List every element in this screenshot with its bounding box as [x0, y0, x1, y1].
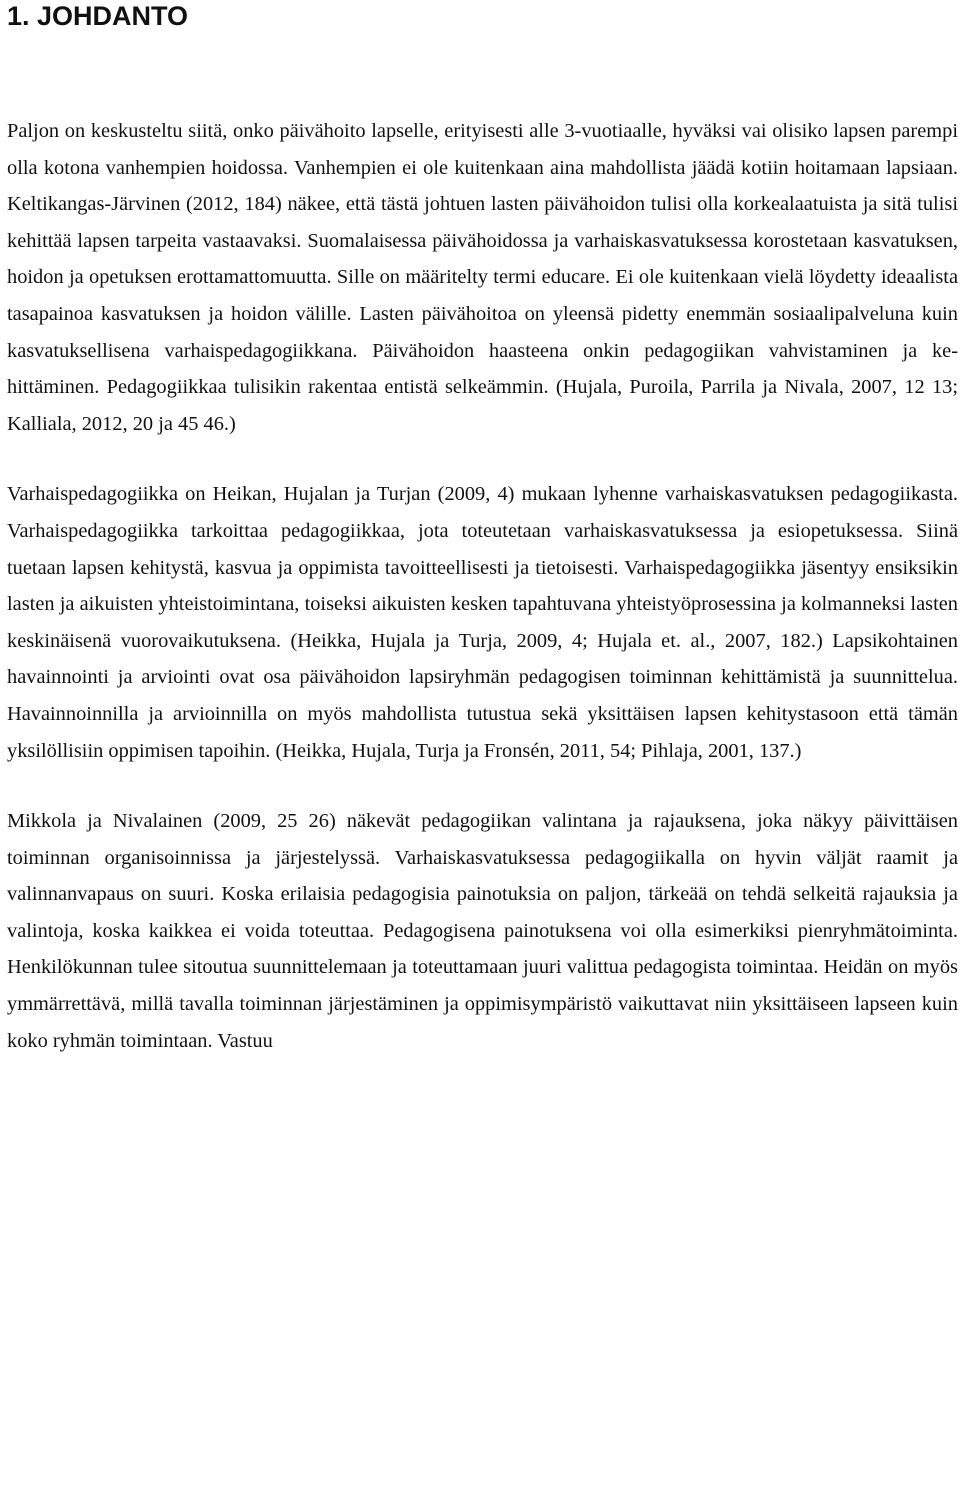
paragraph-1: Paljon on keskusteltu siitä, onko päivähoito lapselle, erityisesti alle 3-vuotiaalle, hyväksi vai olisiko lapsen parempi olla kotona vanhempien hoidossa. Vanhempien ei ole kuitenkaan aina mahdollista jäädä kotiin hoitamaan lapsiaan. Keltikangas-Järvinen (2012, 184) näkee, että tästä johtuen lasten päivähoidon tulisi olla korkealaatuista ja sitä tulisi kehittää lapsen tarpeita vastaavaksi. Suomalaisessa päivähoidossa ja varhaiskasvatuksessa korostetaan kasvatuksen, hoidon ja opetuksen erottamattomuutta. Sille on määritelty termi educare. Ei ole kuitenkaan vielä löydetty ideaalista tasapainoa kasvatuksen ja hoidon välille. Lasten päivähoitoa on yleensä pidetty enemmän sosiaalipalveluna kuin kasvatuksellisena varhaispedagogiikkana. Päivähoidon haasteena onkin pedagogiikan vahvistaminen ja kehittäminen. Pedagogiikkaa tulisikin rakentaa entistä selkeämmin. (Hujala, Puroila, Parrila ja Nivala, 2007, 12 13; Kalliala, 2012, 20 ja 45 46.): [7, 120, 958, 435]
paragraph-3: Mikkola ja Nivalainen (2009, 25 26) näkevät pedagogiikan valintana ja rajauksena, joka näkyy päivittäisen toiminnan organisoinnissa ja järjestelyssä. Varhaiskasvatuksessa pedagogiikalla on hyvin väljät raamit ja valinnanvapaus on suuri. Koska erilaisia pedagogisia painotuksia on paljon, tärkeää on tehdä selkeitä rajauksia ja valintoja, koska kaikkea ei voida toteuttaa. Pedagogisena painotuksena voi olla esimerkiksi pienryhmätoiminta. Henkilökunnan tulee sitoutua suunnittelemaan ja toteuttamaan juuri valittua pedagogista toimintaa. Heidän on myös ymmärrettävä, millä tavalla toiminnan järjestäminen ja oppimisympäristö vaikuttavat niin yksittäiseen lapseen kuin koko ryhmän toimintaan. Vastuu: [7, 810, 958, 1052]
chapter-heading: 1. JOHDANTO: [7, 1, 189, 31]
document-page: [7, 0, 958, 1059]
paragraph-2: Varhaispedagogiikka on Heikan, Hujalan ja Turjan (2009, 4) mukaan lyhenne varhaiskasvatuksen pedagogiikasta. Varhaispedagogiikka tarkoittaa pedagogiikkaa, jota toteutetaan varhaiskasvatuksessa ja esiopetuksessa. Siinä tuetaan lapsen kehitystä, kasvua ja oppimista tavoitteellisesti ja tietoisesti. Varhaispedagogiikka jäsentyy ensiksikin lasten ja aikuisten yhteistoimintana, toiseksi aikuisten kesken tapahtuvana yhteistyöprosessina ja kolmanneksi lasten keskinäisenä vuorovaikutuksena. (Heikka, Hujala ja Turja, 2009, 4; Hujala et. al., 2007, 182.) Lapsikohtainen havainnointi ja arviointi ovat osa päivähoidon lapsiryhmän pedagogisen toiminnan kehittämistä ja suunnittelua. Havainnoinnilla ja arvioinnilla on myös mahdollista tutustua sekä yksittäisen lapsen kehitystasoon että tämän yksilöllisiin oppimisen tapoihin. (Heikka, Hujala, Turja ja Fronsén, 2011, 54; Pihlaja, 2001, 137.): [7, 483, 958, 762]
